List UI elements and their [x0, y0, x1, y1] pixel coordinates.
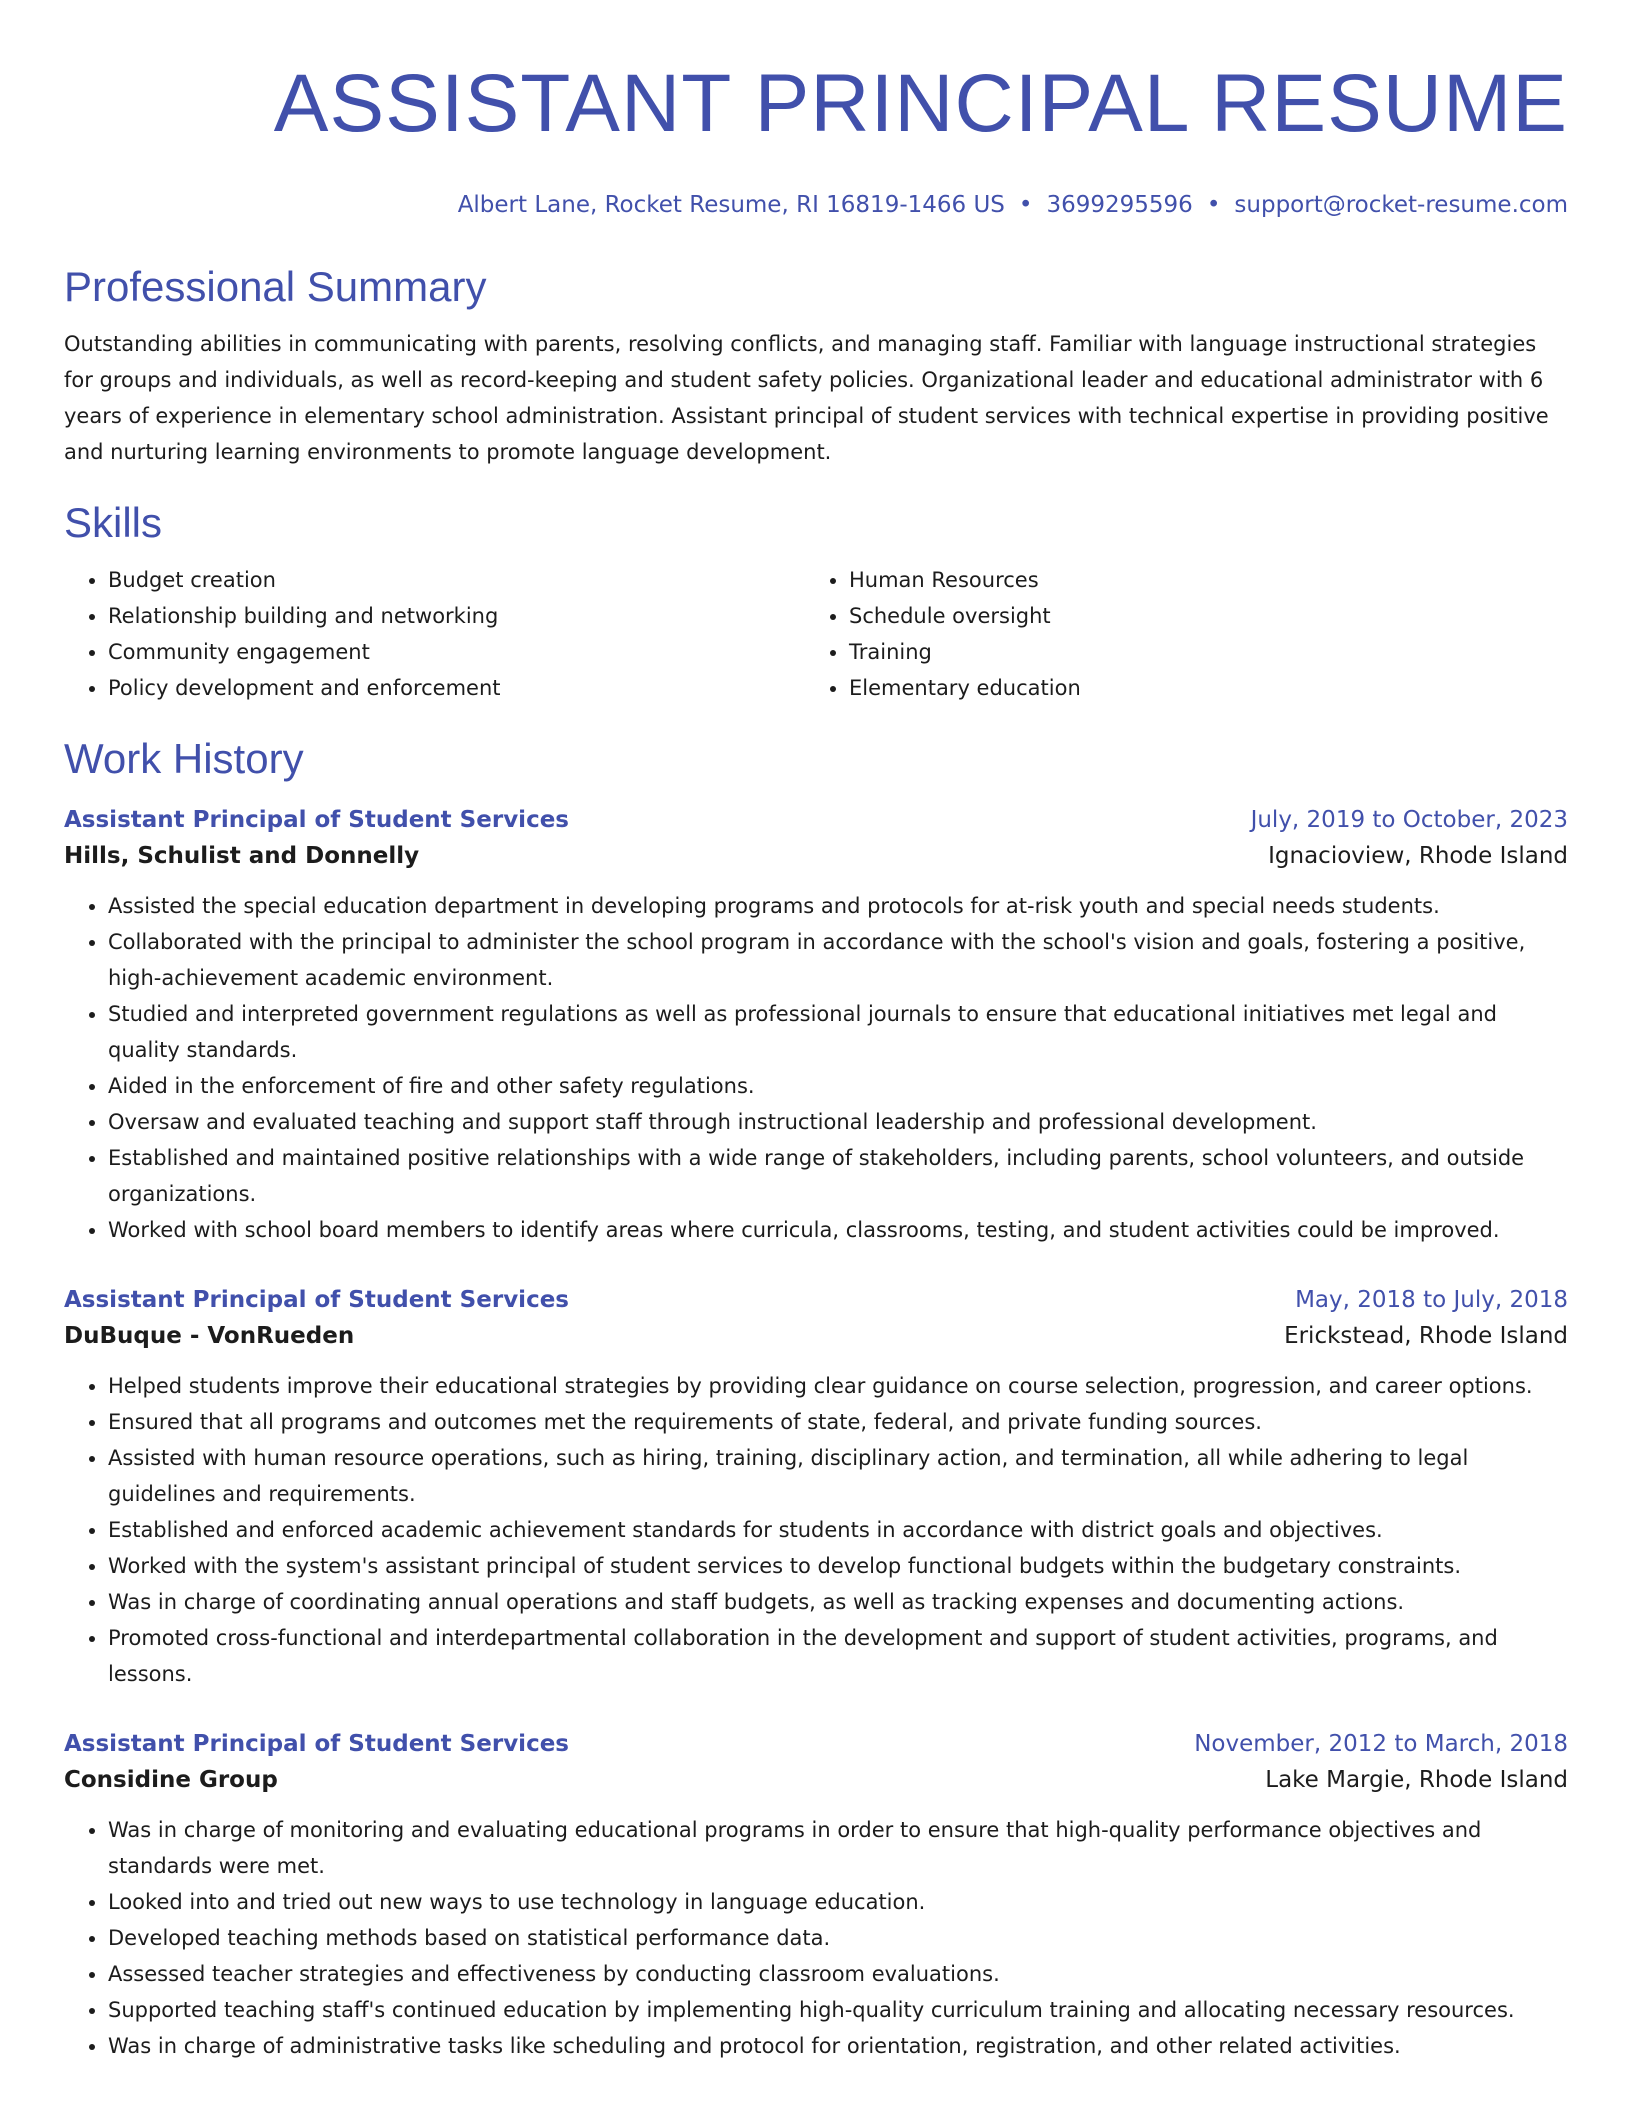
work-history-heading: Work History [64, 735, 304, 782]
job-location: Lake Margie, Rhode Island [1265, 1767, 1568, 1793]
job-title-row [64, 1726, 1568, 1762]
job-bullet: • Was in charge of monitoring and evaluating educational programs in order to ensure that high-quality performance objectives and standards were met. [108, 1812, 1568, 1884]
job-location: Ignacioview, Rhode Island [1268, 843, 1568, 869]
job-company-row [64, 1318, 1568, 1354]
job-bullet: • Was in charge of administrative tasks like scheduling and protocol for orientation, registration, and other related activities. [108, 2028, 1568, 2064]
job-company-row [64, 1762, 1568, 1798]
job-bullets [64, 1368, 1568, 1692]
job-title: Assistant Principal of Student Services [64, 807, 569, 833]
skills-column-right [805, 562, 1546, 706]
skills-grid [64, 562, 1568, 706]
contact-separator: • [1018, 192, 1033, 218]
job-dates: May, 2018 to July, 2018 [1295, 1287, 1568, 1313]
job-bullet: • Developed teaching methods based on statistical performance data. [108, 1920, 1568, 1956]
job-bullet: • Ensured that all programs and outcomes met the requirements of state, federal, and private funding sources. [108, 1404, 1568, 1440]
job-entry [64, 1282, 1568, 1692]
contact-separator: • [1206, 192, 1221, 218]
job-bullet: • Looked into and tried out new ways to use technology in language education. [108, 1884, 1568, 1920]
skill-item: • Community engagement [108, 634, 805, 670]
job-dates: July, 2019 to October, 2023 [1250, 807, 1568, 833]
job-bullets [64, 1812, 1568, 2064]
skill-item: • Policy development and enforcement [108, 670, 805, 706]
job-company-row [64, 838, 1568, 874]
contact-email: support@rocket-resume.com [1234, 192, 1568, 218]
job-bullet: • Was in charge of coordinating annual operations and staff budgets, as well as tracking expenses and documenting actions. [108, 1584, 1568, 1620]
job-bullet: • Promoted cross-functional and interdepartmental collaboration in the development and support of student activities, programs, and lessons. [108, 1620, 1568, 1692]
job-bullet: • Established and maintained positive relationships with a wide range of stakeholders, including parents, school volunteers, and outside organizations. [108, 1140, 1568, 1212]
job-title-row [64, 802, 1568, 838]
job-location: Erickstead, Rhode Island [1284, 1323, 1568, 1349]
job-bullet: • Worked with the system's assistant principal of student services to develop functional budgets within the budgetary constraints. [108, 1548, 1568, 1584]
skill-item: • Schedule oversight [849, 598, 1546, 634]
job-bullet: • Supported teaching staff's continued education by implementing high-quality curriculum training and allocating necessary resources. [108, 1992, 1568, 2028]
job-title-row [64, 1282, 1568, 1318]
job-bullet: • Assisted the special education department in developing programs and protocols for at-risk youth and special needs students. [108, 888, 1568, 924]
skill-item: • Budget creation [108, 562, 805, 598]
job-bullet: • Oversaw and evaluated teaching and support staff through instructional leadership and professional development. [108, 1104, 1568, 1140]
job-dates: November, 2012 to March, 2018 [1194, 1731, 1568, 1757]
job-bullet: • Studied and interpreted government regulations as well as professional journals to ensure that educational initiatives met legal and quality standards. [108, 996, 1568, 1068]
job-bullet: • Helped students improve their educational strategies by providing clear guidance on course selection, progression, and career options. [108, 1368, 1568, 1404]
job-title: Assistant Principal of Student Services [64, 1287, 569, 1313]
job-bullet: • Worked with school board members to identify areas where curricula, classrooms, testing, and student activities could be improved. [108, 1212, 1568, 1248]
skill-item: • Training [849, 634, 1546, 670]
job-bullet: • Assisted with human resource operations, such as hiring, training, disciplinary action, and termination, all while adhering to legal guidelines and requirements. [108, 1440, 1568, 1512]
job-company: Considine Group [64, 1767, 278, 1793]
summary-text: Outstanding abilities in communicating with parents, resolving conflicts, and managing staff. Familiar with language instructional strategies for groups and individuals, as well as record-keeping and student safety policies. Organizational leader and educational administrator with 6 years of experience in elementary school administration. Assistant principal of student services with technical expertise in providing positive and nurturing learning environments to promote language development. [64, 332, 1549, 464]
job-bullet: • Collaborated with the principal to administer the school program in accordance with the school's vision and goals, fostering a positive, high-achievement academic environment. [108, 924, 1568, 996]
resume-title: ASSISTANT PRINCIPAL RESUME [273, 58, 1568, 149]
job-bullet: • Assessed teacher strategies and effectiveness by conducting classroom evaluations. [108, 1956, 1568, 1992]
skill-item: • Elementary education [849, 670, 1546, 706]
job-entry [64, 1726, 1568, 2064]
summary-heading: Professional Summary [64, 263, 487, 310]
job-company: Hills, Schulist and Donnelly [64, 843, 420, 869]
skill-item: • Human Resources [849, 562, 1546, 598]
job-title: Assistant Principal of Student Services [64, 1731, 569, 1757]
skill-item: • Relationship building and networking [108, 598, 805, 634]
skills-heading: Skills [64, 499, 163, 546]
job-company: DuBuque - VonRueden [64, 1323, 355, 1349]
contact-line [64, 190, 1568, 220]
job-bullet: • Established and enforced academic achievement standards for students in accordance with district goals and objectives. [108, 1512, 1568, 1548]
skills-column-left [64, 562, 805, 706]
contact-address: Albert Lane, Rocket Resume, RI 16819-1466 US [457, 192, 1005, 218]
job-bullet: • Aided in the enforcement of fire and other safety regulations. [108, 1068, 1568, 1104]
job-entry [64, 802, 1568, 1248]
job-bullets [64, 888, 1568, 1248]
contact-phone: 3699295596 [1046, 192, 1193, 218]
